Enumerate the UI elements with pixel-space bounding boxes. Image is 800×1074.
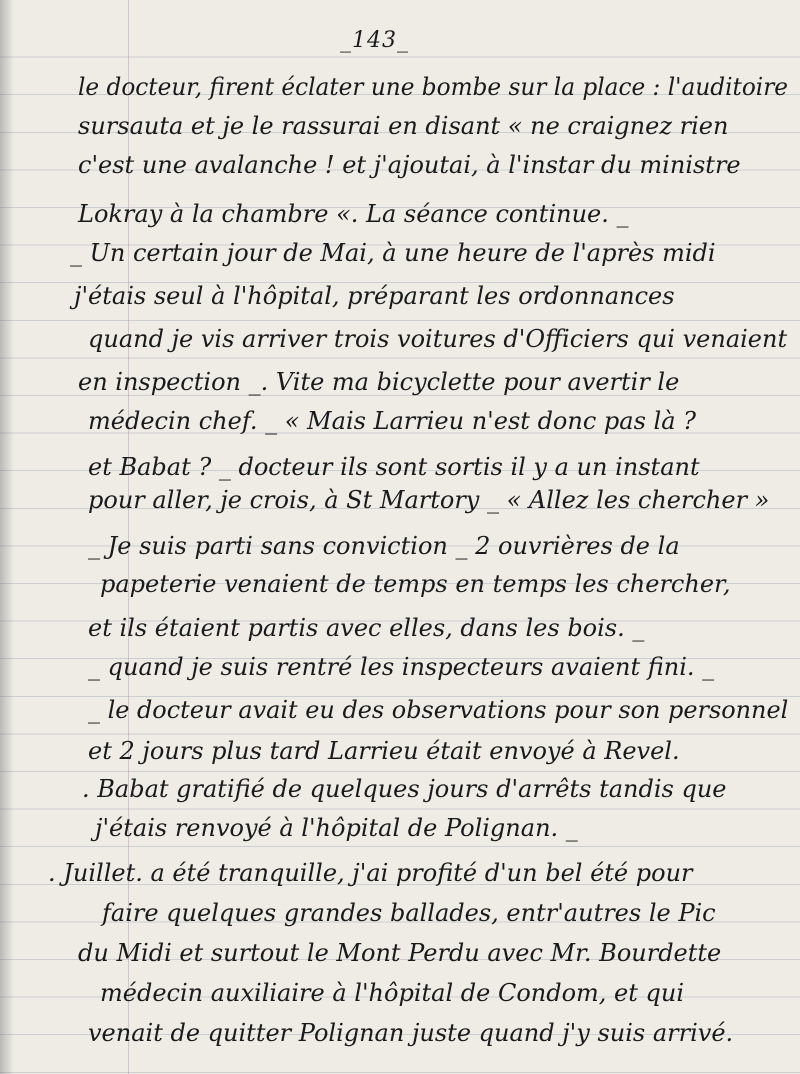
text-line: c'est une avalanche ! et j'ajoutai, à l'instar du ministre [78, 151, 741, 179]
text-line: médecin auxiliaire à l'hôpital de Condom, et qui [100, 979, 685, 1007]
text-line: j'étais seul à l'hôpital, préparant les ordonnances [74, 282, 675, 310]
text-line: et ils étaient partis avec elles, dans les bois. _ [88, 614, 645, 642]
text-line: _ Un certain jour de Mai, à une heure de l'après midi [70, 239, 716, 267]
text-line: sursauta et je le rassurai en disant « ne craignez rien [78, 112, 729, 140]
text-line: pour aller, je crois, à St Martory _ « Allez les chercher » [88, 486, 770, 514]
page-gutter-shadow [0, 0, 14, 1074]
text-line: _ le docteur avait eu des observations pour son personnel [88, 696, 789, 724]
text-line: _ Je suis parti sans conviction _ 2 ouvrières de la [88, 532, 680, 560]
text-line: _ quand je suis rentré les inspecteurs avaient fini. _ [88, 653, 715, 681]
text-line: le docteur, firent éclater une bombe sur la place : l'auditoire [78, 73, 789, 101]
page-number: _143_ [340, 28, 409, 53]
text-line: du Midi et surtout le Mont Perdu avec Mr. Bourdette [78, 939, 722, 967]
text-line: . Babat gratifié de quelques jours d'arrêts tandis que [82, 775, 727, 803]
text-line: en inspection _. Vite ma bicyclette pour avertir le [78, 368, 680, 396]
text-line: Lokray à la chambre «. La séance continue. _ [78, 200, 629, 228]
text-line: . Juillet. a été tranquille, j'ai profité d'un bel été pour [48, 859, 693, 887]
text-line: et 2 jours plus tard Larrieu était envoyé à Revel. [88, 737, 680, 765]
text-line: papeterie venaient de temps en temps les chercher, [100, 570, 731, 598]
text-line: quand je vis arriver trois voitures d'Officiers qui venaient [88, 325, 788, 353]
text-line: et Babat ? _ docteur ils sont sortis il y a un instant [88, 453, 700, 481]
text-line: j'étais renvoyé à l'hôpital de Polignan. _ [95, 814, 578, 842]
text-line: venait de quitter Polignan juste quand j'y suis arrivé. [88, 1019, 734, 1047]
text-line: médecin chef. _ « Mais Larrieu n'est donc pas là ? [88, 407, 697, 435]
text-line: faire quelques grandes ballades, entr'autres le Pic [102, 899, 716, 927]
